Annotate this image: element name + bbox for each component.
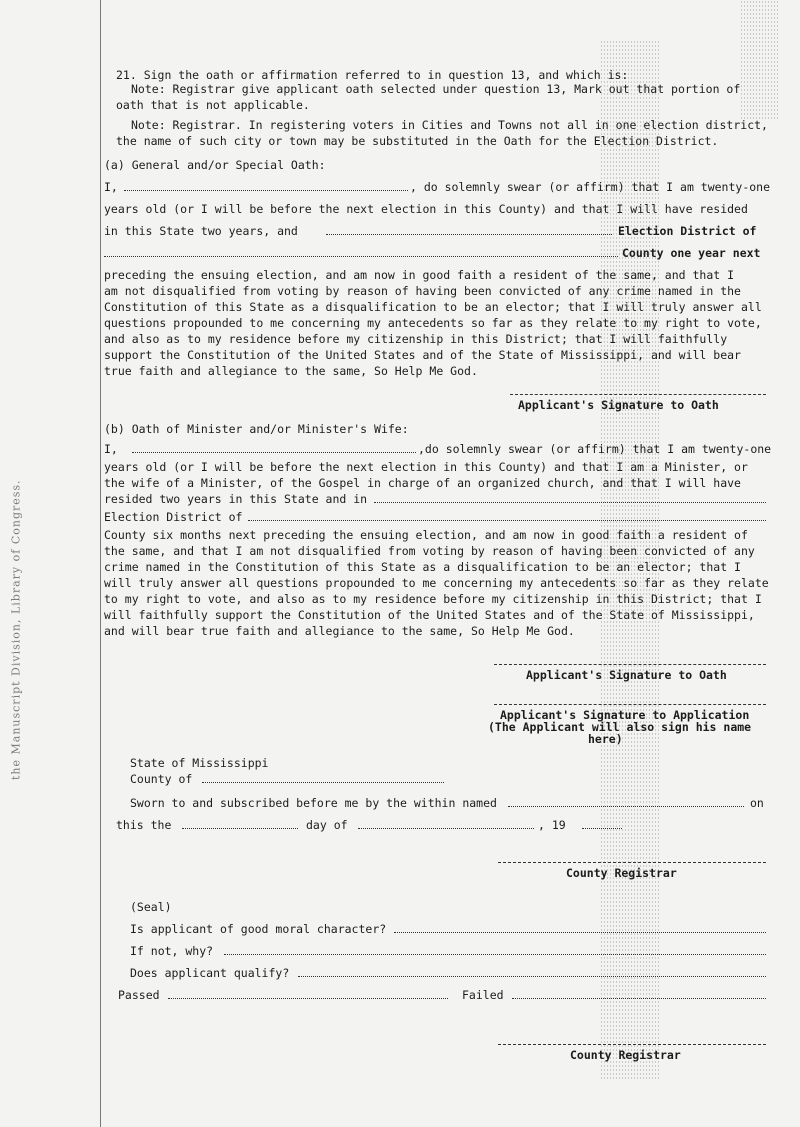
failed-line[interactable] bbox=[512, 998, 766, 999]
moral-character-answer-line[interactable] bbox=[394, 932, 766, 933]
final-registrar-signature-line[interactable] bbox=[498, 1044, 766, 1045]
application-signature-line[interactable] bbox=[494, 704, 766, 705]
oath-a-body-line: and also as to my residence before my citizenship in this District; that I will faithfully bbox=[104, 332, 728, 346]
oath-a-signature-line[interactable] bbox=[510, 394, 766, 395]
oath-b-body-line: County six months next preceding the ensuing election, and am now in good faith a resident of bbox=[104, 528, 748, 542]
oath-b-line3: the wife of a Minister, of the Gospel in charge of an organized church, and that I will have bbox=[104, 476, 741, 490]
oath-a-body-line: preceding the ensuing election, and am now in good faith a resident of the same, and that I bbox=[104, 268, 735, 282]
seal-label: (Seal) bbox=[130, 900, 172, 914]
final-registrar-label: County Registrar bbox=[570, 1048, 681, 1062]
failed-label: Failed bbox=[462, 988, 504, 1002]
oath-b-i: I, bbox=[104, 442, 118, 456]
oath-a-line3-text: in this State two years, and bbox=[104, 224, 298, 238]
question-21: 21. Sign the oath or affirmation referred to in question 13, and which is: bbox=[116, 68, 629, 82]
oath-b-body-line: the same, and that I am not disqualified from voting by reason of having been convicted of any bbox=[104, 544, 755, 558]
application-signature-label: Applicant's Signature to Application bbox=[500, 708, 750, 722]
oath-a-line2: years old (or I will be before the next election in this County) and that I will have resided bbox=[104, 202, 748, 216]
oath-b-body-line: and will bear true faith and allegiance to the same, So Help Me God. bbox=[104, 624, 575, 638]
jurat-year-line[interactable] bbox=[582, 828, 622, 829]
moral-character-question: Is applicant of good moral character? bbox=[130, 922, 387, 936]
oath-b-heading: (b) Oath of Minister and/or Minister's Wife: bbox=[104, 422, 409, 436]
oath-b-county-line[interactable] bbox=[248, 520, 766, 521]
oath-b-body-line: will truly answer all questions propounded to me concerning my antecedents so far as they relate bbox=[104, 576, 769, 590]
note-registrar-1: Note: Registrar give applicant oath selected under question 13, Mark out that portion of bbox=[131, 82, 741, 96]
oath-a-body-line: Constitution of this State as a disqualification to be an elector; that I will truly answer all bbox=[104, 300, 762, 314]
oath-a-i: I, bbox=[104, 180, 118, 194]
oath-a-election-district-label: Election District of bbox=[618, 224, 757, 238]
application-signature-note-cont: here) bbox=[588, 732, 623, 746]
note-registrar-1-cont: oath that is not applicable. bbox=[116, 98, 310, 112]
jurat-this-the: this the bbox=[116, 818, 172, 832]
oath-b-body-line: to my right to vote, and also as to my residence before my citizenship in this District; that I bbox=[104, 592, 762, 606]
oath-b-line2: years old (or I will be before the next election in this County) and that I am a Minister, or bbox=[104, 460, 748, 474]
oath-a-name-line[interactable] bbox=[124, 190, 408, 191]
oath-b-district-line[interactable] bbox=[374, 502, 766, 503]
oath-b-body-line: will faithfully support the Constitution of the United States and of the State of Mississippi, bbox=[104, 608, 755, 622]
jurat-day-of: day of bbox=[306, 818, 348, 832]
margin-rule bbox=[100, 0, 101, 1127]
jurat-sworn-text: Sworn to and subscribed before me by the within named bbox=[130, 796, 497, 810]
oath-b-line1-text: ,do solemnly swear (or affirm) that I am twenty-one bbox=[418, 442, 772, 456]
jurat-month-line[interactable] bbox=[358, 828, 534, 829]
jurat-state: State of Mississippi bbox=[130, 756, 269, 770]
applicant-qualify-answer-line[interactable] bbox=[298, 976, 766, 977]
jurat-county-line[interactable] bbox=[202, 782, 444, 783]
oath-a-body-line: true faith and allegiance to the same, So Help Me God. bbox=[104, 364, 478, 378]
jurat-day-line[interactable] bbox=[182, 828, 298, 829]
oath-a-body-line: support the Constitution of the United States and of the State of Mississippi, and will bear bbox=[104, 348, 741, 362]
if-not-why-answer-line[interactable] bbox=[224, 954, 766, 955]
oath-a-county-line[interactable] bbox=[104, 256, 618, 257]
archive-side-note: the Manuscript Division, Library of Congress. bbox=[9, 479, 23, 781]
oath-a-county-label: County one year next bbox=[622, 246, 761, 260]
jurat-county-label: County of bbox=[130, 772, 193, 786]
oath-a-body-line: am not disqualified from voting by reason of having been convicted of any crime named in the bbox=[104, 284, 741, 298]
oath-b-name-line[interactable] bbox=[132, 452, 416, 453]
oath-a-line1-text: , do solemnly swear (or affirm) that I am twenty-one bbox=[410, 180, 771, 194]
passed-line[interactable] bbox=[168, 998, 448, 999]
jurat-registrar-signature-line[interactable] bbox=[498, 862, 766, 863]
oath-a-signature-label: Applicant's Signature to Oath bbox=[518, 398, 719, 412]
if-not-why-question: If not, why? bbox=[130, 944, 214, 958]
jurat-on: on bbox=[750, 796, 764, 810]
applicant-qualify-question: Does applicant qualify? bbox=[130, 966, 290, 980]
oath-b-signature-line[interactable] bbox=[494, 664, 766, 665]
application-signature-note: (The Applicant will also sign his name bbox=[488, 720, 752, 734]
oath-a-heading: (a) General and/or Special Oath: bbox=[104, 158, 326, 172]
oath-b-line4-text: resided two years in this State and in bbox=[104, 492, 368, 506]
jurat-registrar-label: County Registrar bbox=[566, 866, 677, 880]
oath-b-body-line: crime named in the Constitution of this State as a disqualification to be an elector; that I bbox=[104, 560, 741, 574]
scan-noise bbox=[740, 0, 780, 120]
jurat-year-label: , 19 bbox=[538, 818, 566, 832]
note-registrar-2: Note: Registrar. In registering voters in Cities and Towns not all in one election district, bbox=[131, 118, 768, 132]
oath-b-signature-label: Applicant's Signature to Oath bbox=[526, 668, 727, 682]
note-registrar-2-cont: the name of such city or town may be substituted in the Oath for the Election District. bbox=[116, 134, 719, 148]
oath-a-election-district-line[interactable] bbox=[326, 234, 612, 235]
oath-a-body-line: questions propounded to me concerning my antecedents so far as they relate to my right to vote, bbox=[104, 316, 762, 330]
passed-label: Passed bbox=[118, 988, 160, 1002]
jurat-applicant-name-line[interactable] bbox=[508, 806, 744, 807]
oath-b-election-district-label: Election District of bbox=[104, 510, 243, 524]
